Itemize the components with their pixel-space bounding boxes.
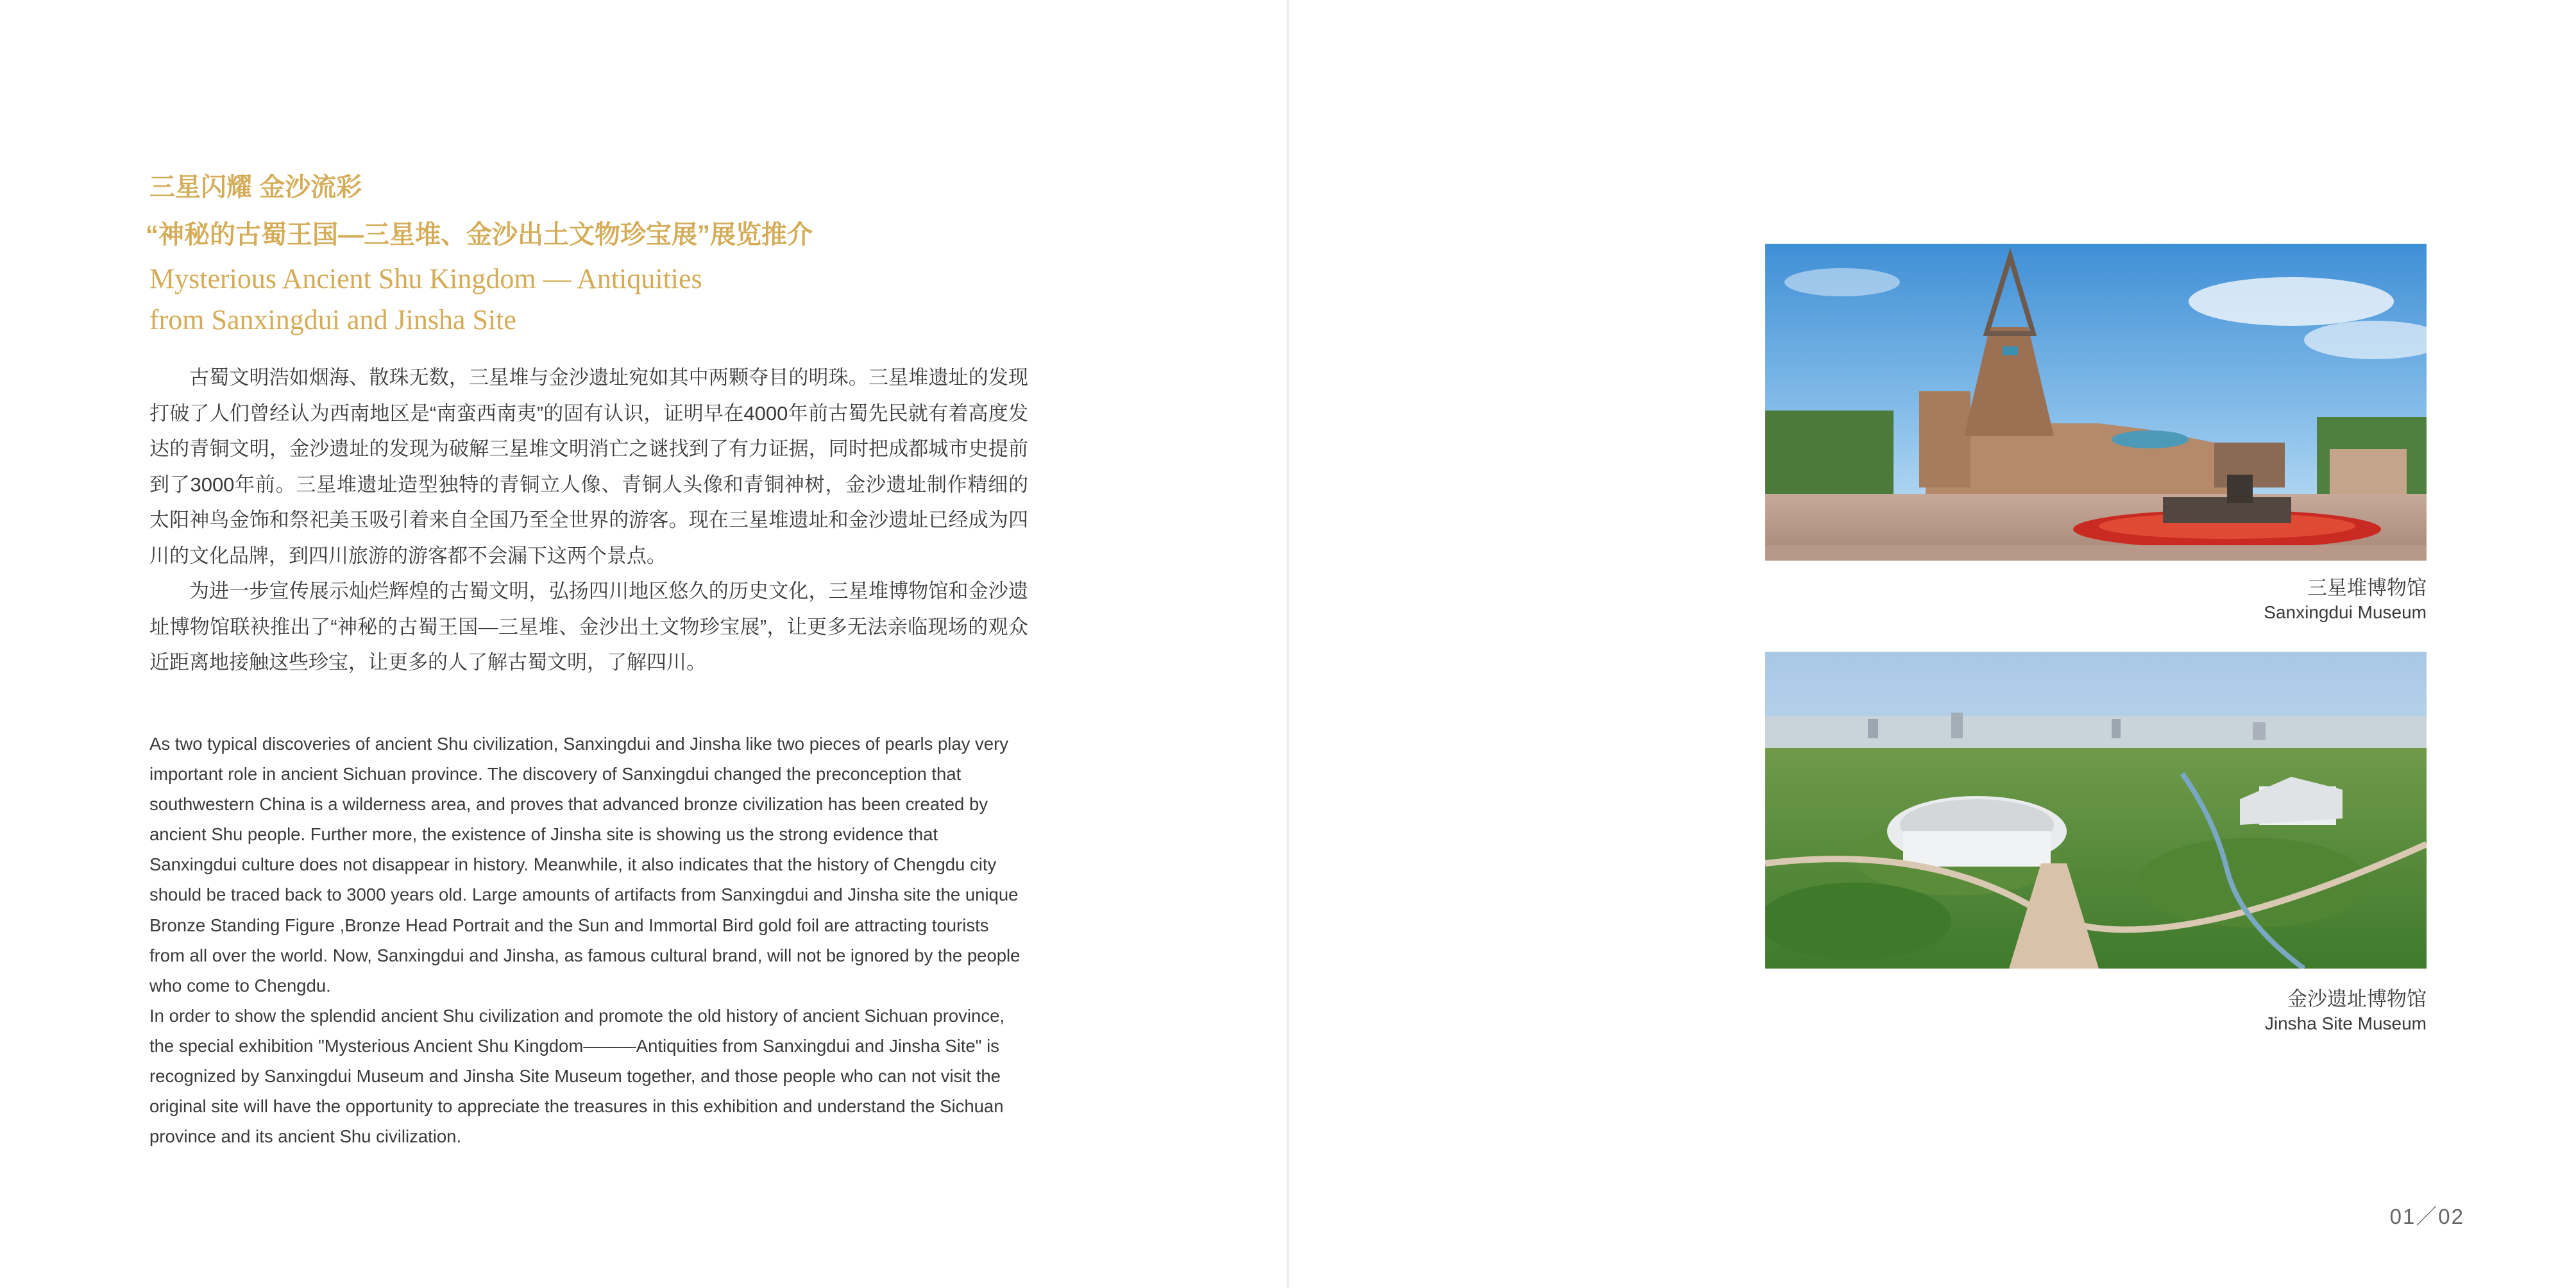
caption-en: Jinsha Site Museum — [2264, 1013, 2427, 1033]
sanxingdui-museum-photo — [1765, 244, 2427, 561]
jinsha-photo-caption — [2265, 987, 2427, 1035]
caption-cn: 三星堆博物馆 — [2307, 577, 2427, 599]
title-cn-secondary: “神秘的古蜀王国—三星堆、金沙出土文物珍宝展”展览推介 — [146, 221, 813, 249]
left-page — [0, 0, 1287, 1288]
heading-block — [146, 164, 1047, 341]
caption-cn: 金沙遗址博物馆 — [2287, 988, 2427, 1010]
page-number: 01／02 — [2389, 1205, 2464, 1228]
cn-paragraph: 为进一步宣传展示灿烂辉煌的古蜀文明，弘扬四川地区悠久的历史文化，三星堆博物馆和金沙遗址博物馆联袂推出了“神秘的古蜀王国—三星堆、金沙出土文物珍宝展”，让更多无法亲临现场的观众近距离地接触这些珍宝，让更多的人了解古蜀文明，了解四川。 — [149, 580, 1028, 674]
title-en-line-2: from Sanxingdui and Jinsha Site — [149, 304, 516, 335]
caption-en: Sanxingdui Museum — [2264, 602, 2427, 622]
en-paragraph: As two typical discoveries of ancient Shu civilization, Sanxingdui and Jinsha like two pieces of pearls play very important role in ancient Sichuan province. The discovery of Sanxingdui changed the preconception that southwestern China is a wilderness area, and proves that advanced bronze civilization has been created by ancient Shu people. Further more, the existence of Jinsha site is showing us the strong evidence that Sanxingdui culture does not disappear in history. Meanwhile, it also indicates that the history of Chengdu city should be traced back to 3000 years old. Large amounts of artifacts from Sanxingdui and Jinsha site the unique Bronze Standing Figure ,Bronze Head Portrait and the Sun and Immortal Bird gold foil are attracting tourists from all over the world. Now, Sanxingdui and Jinsha, as famous cultural brand, will not be ignored by the people who come to Chengdu. — [149, 734, 1021, 996]
right-page — [1289, 0, 2576, 1288]
cn-paragraph: 古蜀文明浩如烟海、散珠无数，三星堆与金沙遗址宛如其中两颗夺目的明珠。三星堆遗址的发现打破了人们曾经认为西南地区是“南蛮西南夷”的固有认识，证明早在4000年前古蜀先民就有着高度发达的青铜文明，金沙遗址的发现为破解三星堆文明消亡之谜找到了有力证据，同时把成都城市史提前到了3000年前。三星堆遗址造型独特的青铜立人像、青铜人头像和青铜神树，金沙遗址制作精细的太阳神鸟金饰和祭祀美玉吸引着来自全国乃至全世界的游客。现在三星堆遗址和金沙遗址已经成为四川的文化品牌，到四川旅游的游客都不会漏下这两个景点。 — [149, 366, 1028, 567]
title-en-line-1: Mysterious Ancient Shu Kingdom — Antiquities — [149, 263, 702, 294]
english-body-text — [149, 729, 1028, 1151]
title-cn-primary: 三星闪耀 金沙流彩 — [149, 173, 362, 201]
en-paragraph: In order to show the splendid ancient Shu civilization and promote the old history of ancient Sichuan province, the special exhibition "Mysterious Ancient Shu Kingdom———Antiquities from Sanxingdui and Jinsha Site" is recognized by Sanxingdui Museum and Jinsha Site Museum together, and those people who can not visit the original site will have the opportunity to appreciate the treasures in this exhibition and understand the Sichuan province and its ancient Shu civilization. — [149, 1005, 1005, 1147]
chinese-body-text — [149, 360, 1028, 681]
jinsha-museum-photo — [1765, 652, 2427, 969]
sanxingdui-photo-caption — [2264, 575, 2427, 624]
